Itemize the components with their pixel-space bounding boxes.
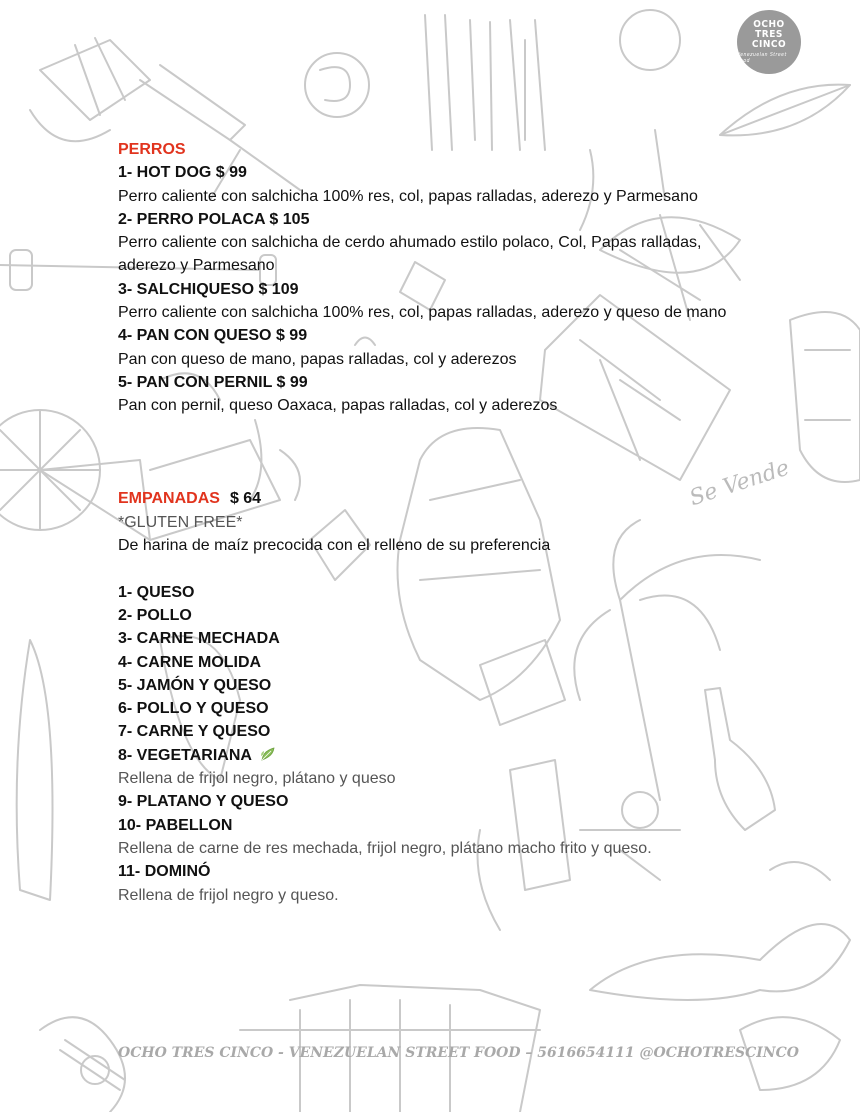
logo-tagline: Venezuelan Street Food: [737, 52, 787, 64]
spacer: [118, 464, 738, 487]
section-title-perros: PERROS: [118, 141, 186, 158]
leaf-sketch: [620, 10, 850, 135]
menu-item-name: 11- DOMINÓ: [118, 863, 211, 881]
menu-item-name: 4- PAN CON QUESO $ 99: [118, 327, 308, 345]
menu-item-description: Pan con queso de mano, papas ralladas, col y aderezos: [118, 350, 517, 368]
posts-sketch: [425, 15, 545, 150]
menu-item-description: Perro caliente con salchicha de cerdo ahumado estilo polaco, Col, Papas ralladas, aderezo y Parmesano: [118, 234, 702, 275]
brand-logo: [737, 10, 801, 74]
menu-item-description: Rellena de frijol negro, plátano y queso: [118, 770, 396, 788]
menu-item-name: 6- POLLO Y QUESO: [118, 700, 269, 718]
menu-item-name: 9- PLATANO Y QUESO: [118, 793, 289, 811]
logo-line-3: CINCO: [751, 39, 787, 50]
menu-item-description: Perro caliente con salchicha 100% res, col, papas ralladas, aderezo y queso de mano: [118, 304, 727, 322]
menu-item-vegetariana: [118, 744, 738, 767]
spacer: [118, 557, 738, 580]
menu-item-name: 8- VEGETARIANA: [118, 746, 252, 764]
menu-item-name: 4- CARNE MOLIDA: [118, 653, 262, 671]
menu-item-name: 10- PABELLON: [118, 816, 233, 834]
logo-line-1: OCHO: [753, 19, 785, 30]
footer-contact: OCHO TRES CINCO - VENEZUELAN STREET FOOD – 5616654111 @OCHOTRESCINCO: [118, 1045, 799, 1061]
menu-item-name: 7- CARNE Y QUESO: [118, 723, 271, 741]
section-description: De harina de maíz precocida con el relleno de su preferencia: [118, 537, 551, 555]
menu-item-name: 1- QUESO: [118, 583, 195, 601]
circle-logo-sketch: [305, 53, 369, 117]
logo-line-2: TRES: [755, 29, 783, 40]
spacer: [118, 418, 738, 465]
menu-item-name: 3- SALCHIQUESO $ 109: [118, 280, 299, 298]
menu-item-name: 2- POLLO: [118, 606, 192, 624]
menu-content: [118, 138, 738, 907]
menu-item-name: 1- HOT DOG $ 99: [118, 164, 247, 182]
section-price: $ 64: [229, 490, 262, 508]
menu-item-name: 5- PAN CON PERNIL $ 99: [118, 373, 308, 391]
car-sketch: [790, 312, 860, 482]
section-header-empanadas: [118, 487, 738, 510]
script-text-sketch: Se Vende: [686, 455, 793, 512]
leaf-icon: [259, 747, 275, 761]
gluten-free-note: *GLUTEN FREE*: [118, 513, 243, 531]
menu-item-description: Rellena de frijol negro y queso.: [118, 886, 339, 904]
menu-item-name: 2- PERRO POLACA $ 105: [118, 210, 310, 228]
menu-item-name: 3- CARNE MECHADA: [118, 630, 280, 648]
section-title-empanadas: EMPANADAS: [118, 490, 220, 508]
menu-item-description: Pan con pernil, queso Oaxaca, papas ralladas, col y aderezos: [118, 397, 558, 415]
menu-item-name: 5- JAMÓN Y QUESO: [118, 676, 272, 694]
menu-item-description: Rellena de carne de res mechada, frijol negro, plátano macho frito y queso.: [118, 839, 652, 857]
guitar-sketch: [40, 1017, 125, 1112]
menu-item-description: Perro caliente con salchicha 100% res, col, papas ralladas, aderezo y Parmesano: [118, 187, 698, 205]
